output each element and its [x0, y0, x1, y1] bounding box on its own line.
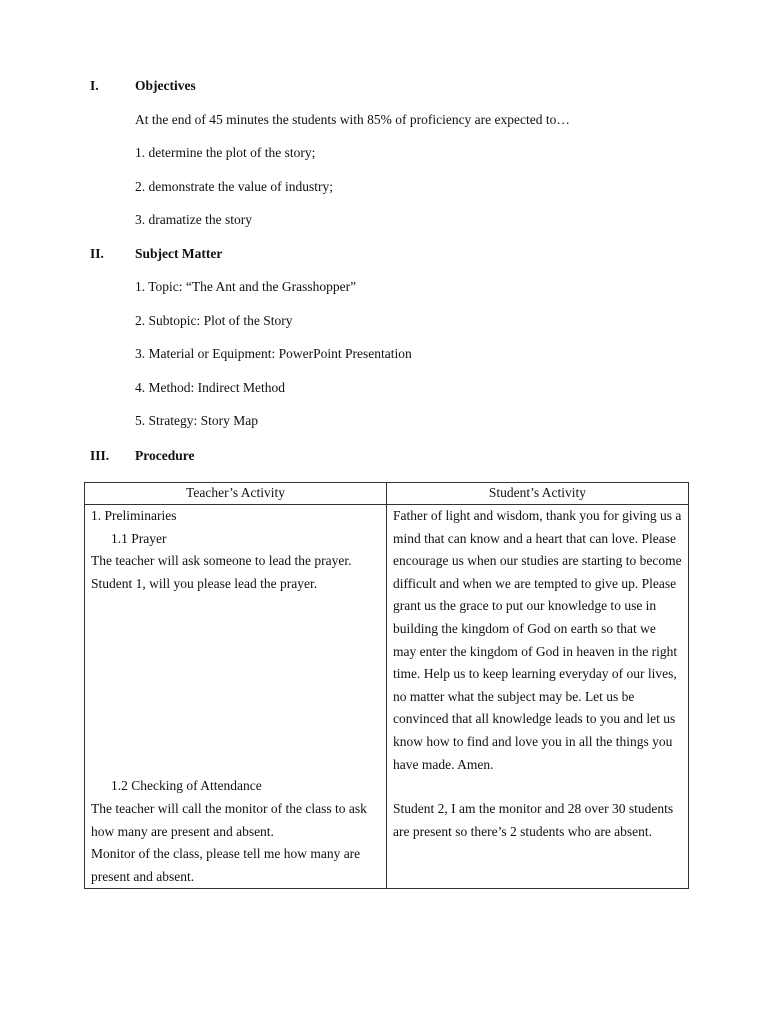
attendance-request: Monitor of the class, please tell me how many are present and absent. [91, 846, 361, 884]
section-title: Procedure [135, 448, 195, 463]
header-teacher-activity: Teacher’s Activity [85, 483, 387, 505]
section-procedure [90, 448, 194, 464]
table-row [85, 505, 689, 889]
student-activity-cell [387, 505, 689, 889]
subject-item: 1. Topic: “The Ant and the Grasshopper” [135, 279, 357, 294]
section-number: III. [90, 448, 110, 463]
header-student-activity: Student’s Activity [387, 483, 689, 505]
student-prayer: Father of light and wisdom, thank you for giving us a mind that can know and a heart that can love. Please encourage us when our studies are starting to become difficult and when we are tempted to give up. Please grant us the grace to put our knowledge to use in building the kingdom of God on earth so that we may enter the kingdom of God in heaven in the right time. Help us to keep learning everyday of our lives, no matter what the subject may be. Let us be convinced that all knowledge leads to you and let us know how to find and love you in all the things you have made. Amen. [393, 508, 682, 772]
objective-item: 1. determine the plot of the story; [135, 145, 316, 160]
table-header-row [85, 483, 689, 505]
section-objectives [90, 78, 196, 94]
section-number: II. [90, 246, 104, 261]
prayer-heading: 1.1 Prayer [111, 530, 167, 546]
prayer-request: Student 1, will you please lead the prayer. [91, 575, 318, 591]
attendance-heading: 1.2 Checking of Attendance [111, 778, 262, 794]
subject-item: 2. Subtopic: Plot of the Story [135, 313, 293, 328]
section-number: I. [90, 78, 99, 93]
student-attendance: Student 2, I am the monitor and 28 over 30 students are present so there’s 2 students who are absent. [393, 801, 674, 839]
attendance-instruction: The teacher will call the monitor of the class to ask how many are present and absent. [91, 800, 367, 839]
procedure-table [84, 482, 689, 889]
preliminaries-heading: 1. Preliminaries [91, 508, 177, 523]
section-title: Objectives [135, 78, 196, 93]
section-subject-matter [90, 246, 222, 262]
objectives-intro: At the end of 45 minutes the students with 85% of proficiency are expected to… [135, 112, 570, 127]
objective-item: 2. demonstrate the value of industry; [135, 179, 333, 194]
subject-item: 5. Strategy: Story Map [135, 413, 258, 428]
subject-item: 3. Material or Equipment: PowerPoint Presentation [135, 346, 412, 361]
teacher-activity-cell [85, 505, 387, 889]
subject-item: 4. Method: Indirect Method [135, 380, 285, 395]
objective-item: 3. dramatize the story [135, 212, 252, 227]
section-title: Subject Matter [135, 246, 223, 261]
prayer-instruction: The teacher will ask someone to lead the prayer. [91, 553, 352, 569]
